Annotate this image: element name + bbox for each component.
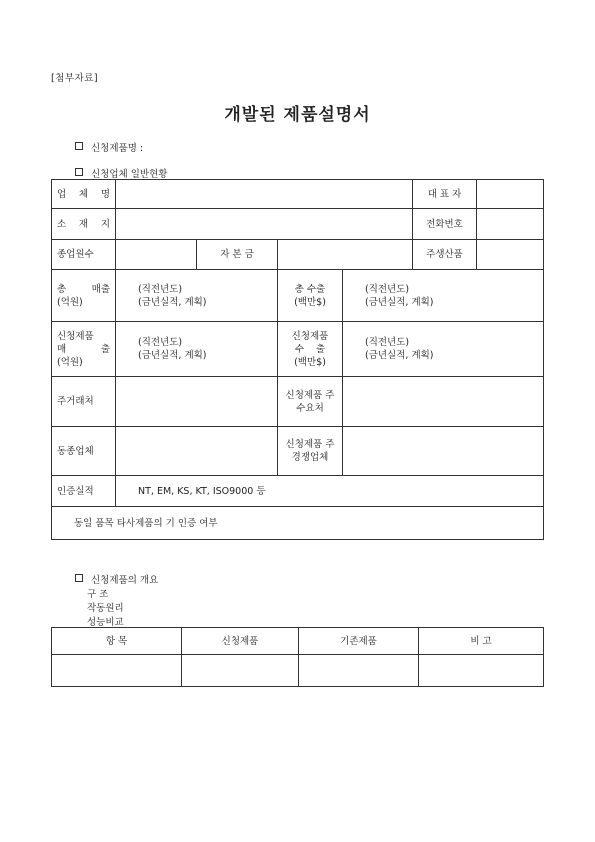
same-industry-field[interactable] <box>116 427 278 476</box>
product-name-line <box>75 140 143 154</box>
product-export-label: 신청제품 수 출 (백만$) <box>278 322 343 377</box>
main-clients-label: 주거래처 <box>52 377 116 427</box>
capital-label: 자 본 금 <box>197 240 278 270</box>
overview-heading: 신청제품의 개요 <box>91 575 159 586</box>
header-remarks: 비 고 <box>419 628 544 655</box>
header-existing-product: 기존제품 <box>299 628 419 655</box>
same-industry-label: 동종업체 <box>52 427 116 476</box>
main-products-field[interactable] <box>477 240 544 270</box>
remarks-cell[interactable] <box>419 655 544 687</box>
page-title: 개발된 제품설명서 <box>224 105 371 125</box>
header-item: 항 목 <box>52 628 182 655</box>
employees-label: 종업원수 <box>52 240 116 270</box>
overview-heading-line <box>75 572 158 586</box>
capital-field[interactable] <box>278 240 413 270</box>
overview-structure: 구 조 <box>87 589 109 600</box>
product-export-field[interactable]: (직전년도) (금년실적, 계획) <box>343 322 544 377</box>
existing-product-cell[interactable] <box>299 655 419 687</box>
checkbox-icon <box>75 574 83 582</box>
checkbox-icon <box>75 168 83 176</box>
applied-product-cell[interactable] <box>182 655 299 687</box>
product-main-competitors-label: 신청제품 주경쟁업체 <box>278 427 343 476</box>
address-field[interactable] <box>116 209 413 240</box>
total-export-label: 총 수출 (백만$) <box>278 270 343 322</box>
certifications-value[interactable]: NT, EM, KS, KT, ISO9000 등 <box>116 476 544 507</box>
company-name-field[interactable] <box>116 180 413 209</box>
address-label: 소 재 지 <box>52 209 116 240</box>
representative-label: 대 표 자 <box>413 180 477 209</box>
company-table <box>51 179 544 540</box>
main-products-label: 주생산품 <box>413 240 477 270</box>
checkbox-icon <box>75 142 83 150</box>
employees-field[interactable] <box>116 240 197 270</box>
product-sales-field[interactable]: (직전년도) (금년실적, 계획) <box>116 322 278 377</box>
certifications-label: 인증실적 <box>52 476 116 507</box>
phone-field[interactable] <box>477 209 544 240</box>
product-sales-label: 신청제품 매 출 (억원) <box>52 322 116 377</box>
product-main-demand-label: 신청제품 주수요처 <box>278 377 343 427</box>
overview-performance: 성능비교 <box>87 617 124 628</box>
phone-label: 전화번호 <box>413 209 477 240</box>
total-export-field[interactable]: (직전년도) (금년실적, 계획) <box>343 270 544 322</box>
total-sales-label: 총 매출 (억원) <box>52 270 116 322</box>
product-name-label: 신청제품명 : <box>91 143 144 154</box>
item-cell[interactable] <box>52 655 182 687</box>
company-status-line <box>75 166 167 180</box>
total-sales-field[interactable]: (직전년도) (금년실적, 계획) <box>116 270 278 322</box>
product-main-competitors-field[interactable] <box>343 427 544 476</box>
other-company-cert[interactable]: 동일 품목 타사제품의 기 인증 여부 <box>52 507 544 540</box>
attachment-label: [첨부자료] <box>51 73 99 84</box>
product-main-demand-field[interactable] <box>343 377 544 427</box>
company-name-label: 업 체 명 <box>52 180 116 209</box>
overview-principle: 작동원리 <box>87 603 124 614</box>
representative-field[interactable] <box>477 180 544 209</box>
main-clients-field[interactable] <box>116 377 278 427</box>
header-applied-product: 신청제품 <box>182 628 299 655</box>
comparison-table <box>51 627 544 687</box>
company-status-label: 신청업체 일반현황 <box>91 169 168 180</box>
